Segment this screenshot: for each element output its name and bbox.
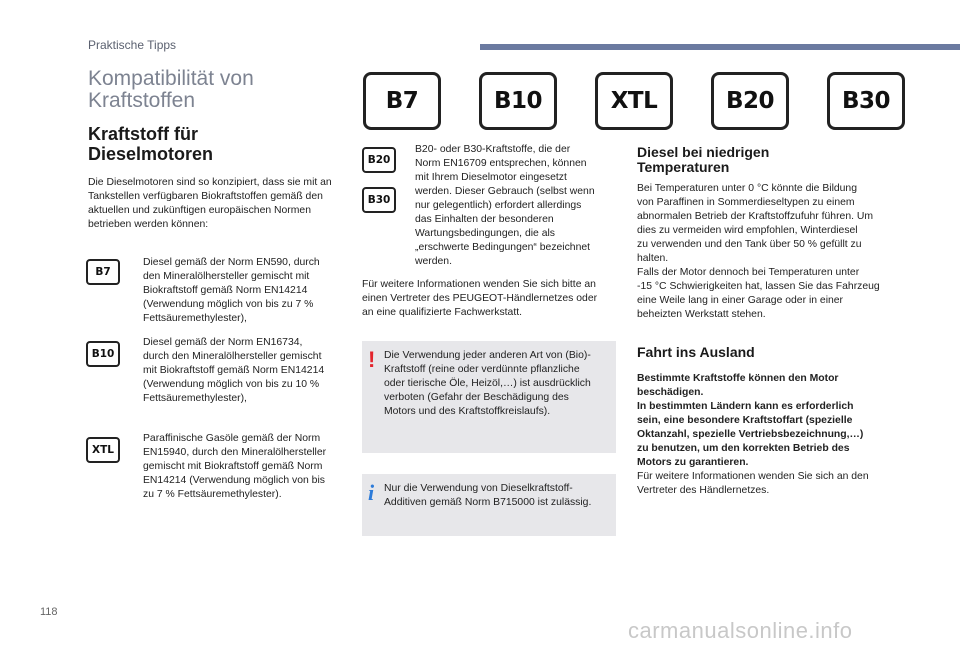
big-tag-b7: B7 (363, 72, 441, 130)
abroad-heading: Fahrt ins Ausland (637, 344, 755, 360)
warning-icon: ! (368, 347, 376, 372)
fuel-tag-b7: B7 (86, 259, 120, 285)
big-tag-b10: B10 (479, 72, 557, 130)
fuel-tag-b20: B20 (362, 147, 396, 173)
info-box (362, 474, 616, 536)
diesel-intro: Die Dieselmotoren sind so konzipiert, dass sie mit an Tankstellen verfügbaren Biokraftstoffen gemäß den aktuellen und zukünftigen europäischen Normen betrieben werden können: (88, 177, 332, 230)
section-bar (480, 44, 960, 50)
big-tag-xtl: XTL (595, 72, 673, 130)
b7-description: Diesel gemäß der Norm EN590, durch den Mineralölhersteller gemischt mit Biokraftstoff gemäß Norm EN14214 (Verwendung möglich von bis zu 7 % Fettsäuremethylester), (143, 257, 320, 324)
fuel-tag-b10: B10 (86, 341, 120, 367)
big-tag-b20: B20 (711, 72, 789, 130)
b20-b30-description: B20- oder B30-Kraftstoffe, die der Norm EN16709 entsprechen, können mit Ihrem Dieselmotor eingesetzt werden. Dieser Gebrauch (selbst wenn nur gelegentlich) erfordert allerdings das Einhalten der besonderen Wartungsbedingungen, die als „erschwerte Bedingungen“ bezeichnet werden. (415, 144, 595, 267)
info-icon: i (368, 480, 375, 505)
watermark: carmanualsonline.info (628, 618, 853, 643)
cold-text: Bei Temperaturen unter 0 °C könnte die Bildung von Paraffinen in Sommerdieseltypen zu einem abnormalen Betrieb der Kraftstoffzufuhr führen. Um dies zu vermeiden wird empfohlen, Winterdiesel zu verwenden und den Tank über 50 % gefüllt zu halten. Falls der Motor dennoch bei Temperaturen unter -15 °C Schwierigkeiten hat, lassen Sie das Fahrzeug eine Weile lang in einer Garage oder in einer beheizten Werkstatt stehen. (637, 183, 880, 320)
big-tag-b30: B30 (827, 72, 905, 130)
abroad-info: Für weitere Informationen wenden Sie sich an den Vertreter des Händlernetzes. (637, 471, 869, 496)
warning-text: Die Verwendung jeder anderen Art von (Bio)- Kraftstoff (reine oder verdünnte pflanzliche oder tierische Öle, Heizöl,…) ist ausdrücklich verboten (Gefahr der Beschädigung des Motors und des Kraftstoffkreislaufs). (384, 350, 591, 417)
dealer-info: Für weitere Informationen wenden Sie sich bitte an einen Vertreter des PEUGEOT-Händlernetzes oder an eine qualifizierte Fachwerkstatt. (362, 279, 598, 318)
warning-box (362, 341, 616, 453)
fuel-tag-b30: B30 (362, 187, 396, 213)
diesel-heading: Kraftstoff für Dieselmotoren (88, 124, 214, 164)
xtl-description: Paraffinische Gasöle gemäß der Norm EN15940, durch den Mineralölhersteller gemischt mit Biokraftstoff gemäß Norm EN14214 (Verwendung möglich von bis zu 7 % Fettsäuremethylester). (143, 433, 327, 500)
abroad-warning: Bestimmte Kraftstoffe können den Motor beschädigen. In bestimmten Ländern kann es erforderlich sein, eine besondere Kraftstoffart (spezielle Oktanzahl, spezielle Vertriebsbezeichnung,…) zu benutzen, um den korrekten Betrieb des Motors zu garantieren. (637, 373, 864, 468)
b10-description: Diesel gemäß der Norm EN16734, durch den Mineralölhersteller gemischt mit Biokraftstoff gemäß Norm EN14214 (Verwendung möglich von bis zu 10 % Fettsäuremethylester), (143, 337, 325, 404)
fuel-tag-xtl: XTL (86, 437, 120, 463)
section-label: Praktische Tipps (88, 38, 177, 52)
cold-heading: Diesel bei niedrigen Temperaturen (637, 144, 770, 175)
page-title: Kompatibilität von Kraftstoffen (88, 67, 254, 112)
info-text: Nur die Verwendung von Dieselkraftstoff- Additiven gemäß Norm B715000 ist zulässig. (384, 483, 592, 508)
page-number: 118 (40, 606, 58, 618)
